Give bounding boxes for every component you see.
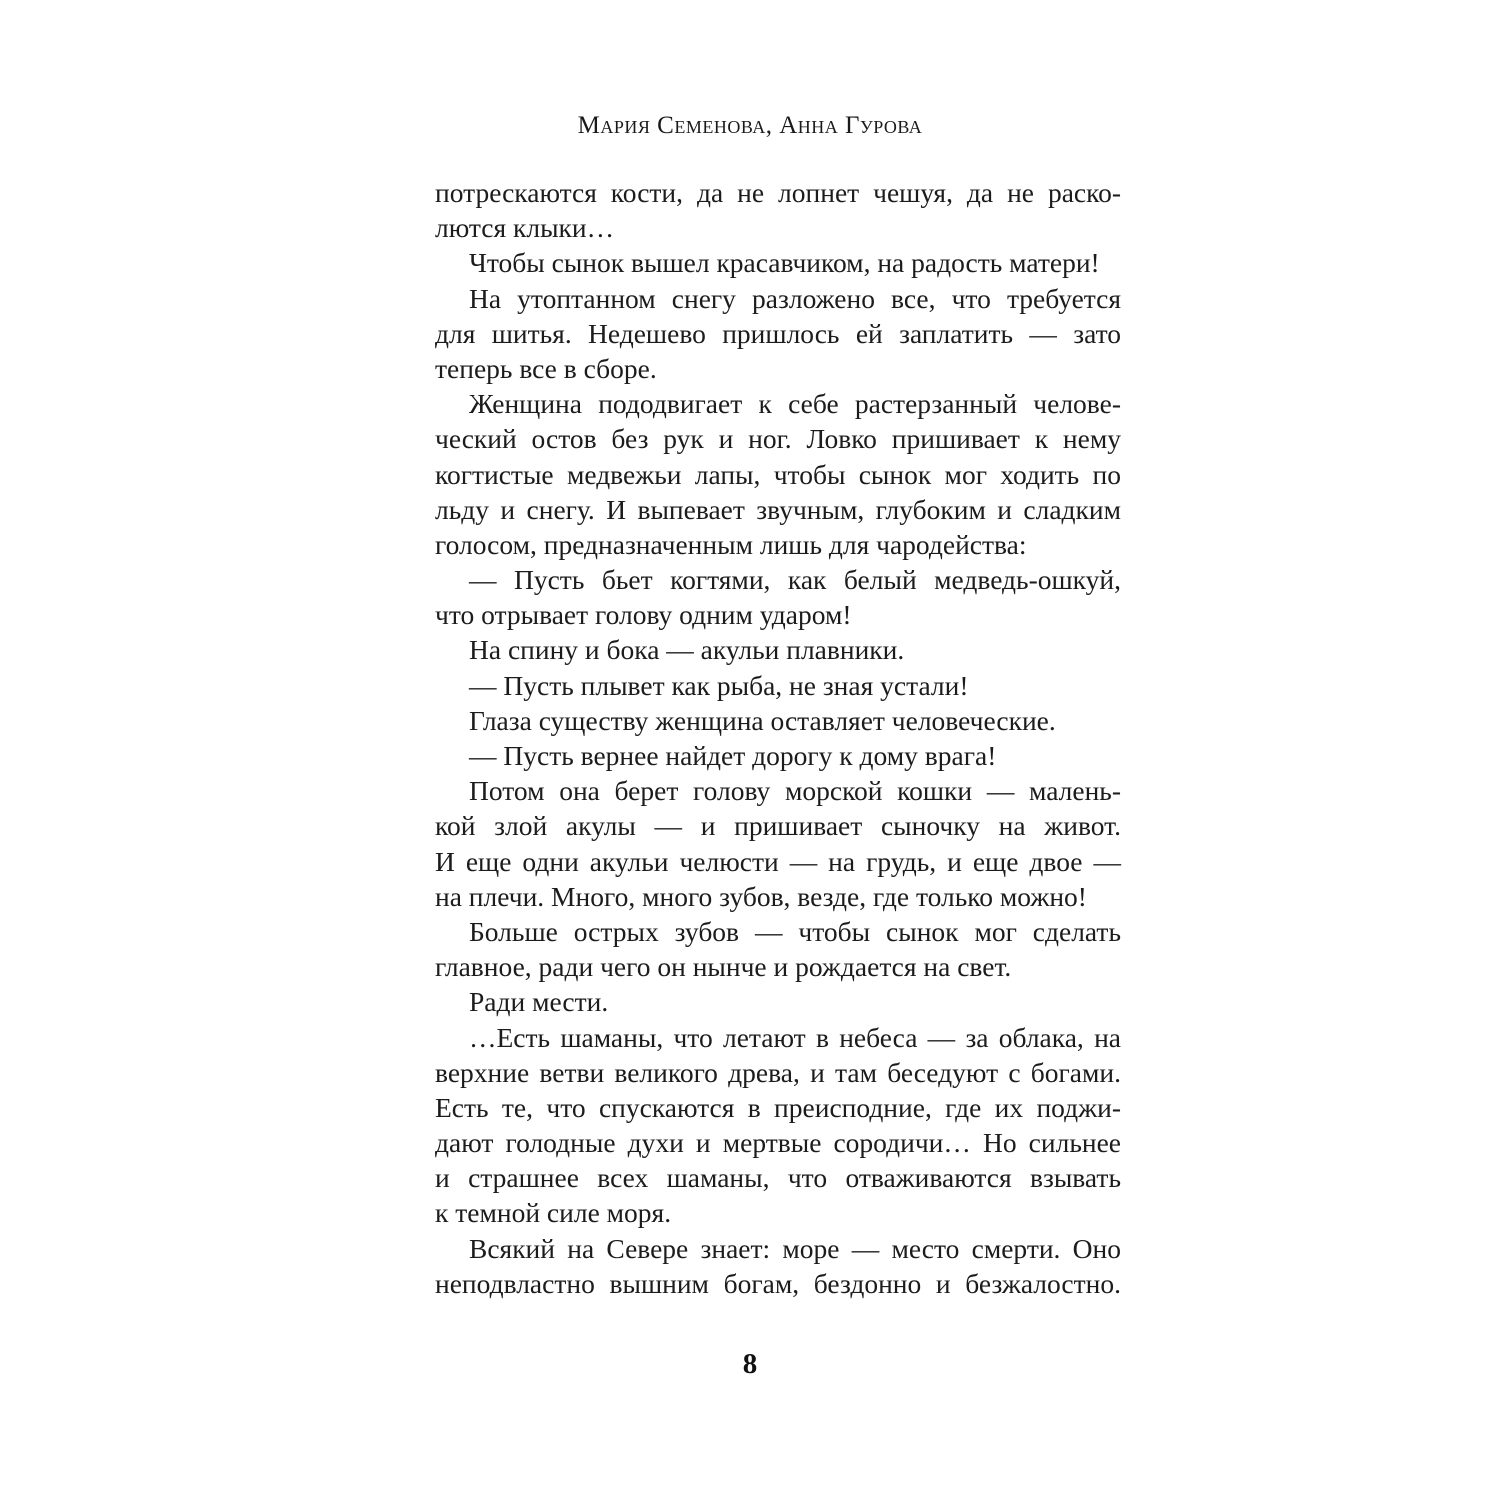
text-line: на плечи. Много, много зубов, везде, где только можно! — [435, 880, 1087, 912]
text-line: главное, ради чего он нынче и рождается на свет. — [435, 951, 1012, 983]
text-line: кой злой акулы — и пришивает сыночку на живот. — [435, 810, 1121, 842]
text-line: На спину и бока — акульи плавники. — [469, 634, 905, 666]
text-line: Ради мести. — [469, 986, 609, 1018]
text-line: дают голодные духи и мертвые сородичи… Но сильнее — [435, 1127, 1121, 1159]
text-line: верхние ветви великого древа, и там беседуют с богами. — [435, 1056, 1121, 1088]
text-line: неподвластно вышним богам, бездонно и безжалостно. — [435, 1267, 1121, 1299]
text-line: …Есть шаманы, что летают в небеса — за облака, на — [469, 1021, 1121, 1053]
text-line: — Пусть плывет как рыба, не зная устали! — [469, 669, 969, 701]
text-line: И еще одни акульи челюсти — на грудь, и еще двое — — [435, 845, 1121, 877]
body-text — [435, 175, 1121, 1301]
text-line: На утоптанном снегу разложено все, что требуется — [469, 282, 1121, 314]
page-number: 8 — [742, 1348, 758, 1380]
text-line: Больше острых зубов — чтобы сынок мог сделать — [469, 915, 1121, 947]
text-line: лются клыки… — [435, 212, 615, 244]
text-line: когтистые медвежьи лапы, чтобы сынок мог ходить по — [435, 458, 1121, 490]
text-line: Женщина пододвигает к себе растерзанный челове- — [469, 388, 1121, 420]
text-line: для шитья. Недешево пришлось ей заплатить — зато — [435, 317, 1121, 349]
text-line: льду и снегу. И выпевает звучным, глубоким и сладким — [435, 493, 1121, 525]
text-line: что отрывает голову одним ударом! — [435, 599, 852, 631]
running-head: Мария Семенова, Анна Гурова — [577, 112, 923, 139]
text-line: Всякий на Севере знает: море — место смерти. Оно — [469, 1232, 1121, 1264]
text-line: Есть те, что спускаются в преисподние, где их поджи- — [435, 1091, 1121, 1123]
text-line: ческий остов без рук и ног. Ловко пришивает к нему — [435, 423, 1121, 455]
text-line: Чтобы сынок вышел красавчиком, на радость матери! — [469, 247, 1100, 279]
text-line: — Пусть бьет когтями, как белый медведь-ошкуй, — [469, 564, 1121, 596]
text-line: Глаза существу женщина оставляет человеческие. — [469, 704, 1056, 736]
text-line: — Пусть вернее найдет дорогу к дому врага! — [469, 740, 997, 771]
text-line: и страшнее всех шаманы, что отваживаются взывать — [435, 1162, 1121, 1194]
text-line: Потом она берет голову морской кошки — малень- — [469, 775, 1121, 807]
text-line: потрескаются кости, да не лопнет чешуя, да не раско- — [435, 177, 1121, 208]
text-line: к темной силе моря. — [435, 1197, 672, 1229]
text-line: голосом, предназначенным лишь для чародейства: — [435, 528, 1027, 560]
text-line: теперь все в сборе. — [435, 352, 657, 384]
